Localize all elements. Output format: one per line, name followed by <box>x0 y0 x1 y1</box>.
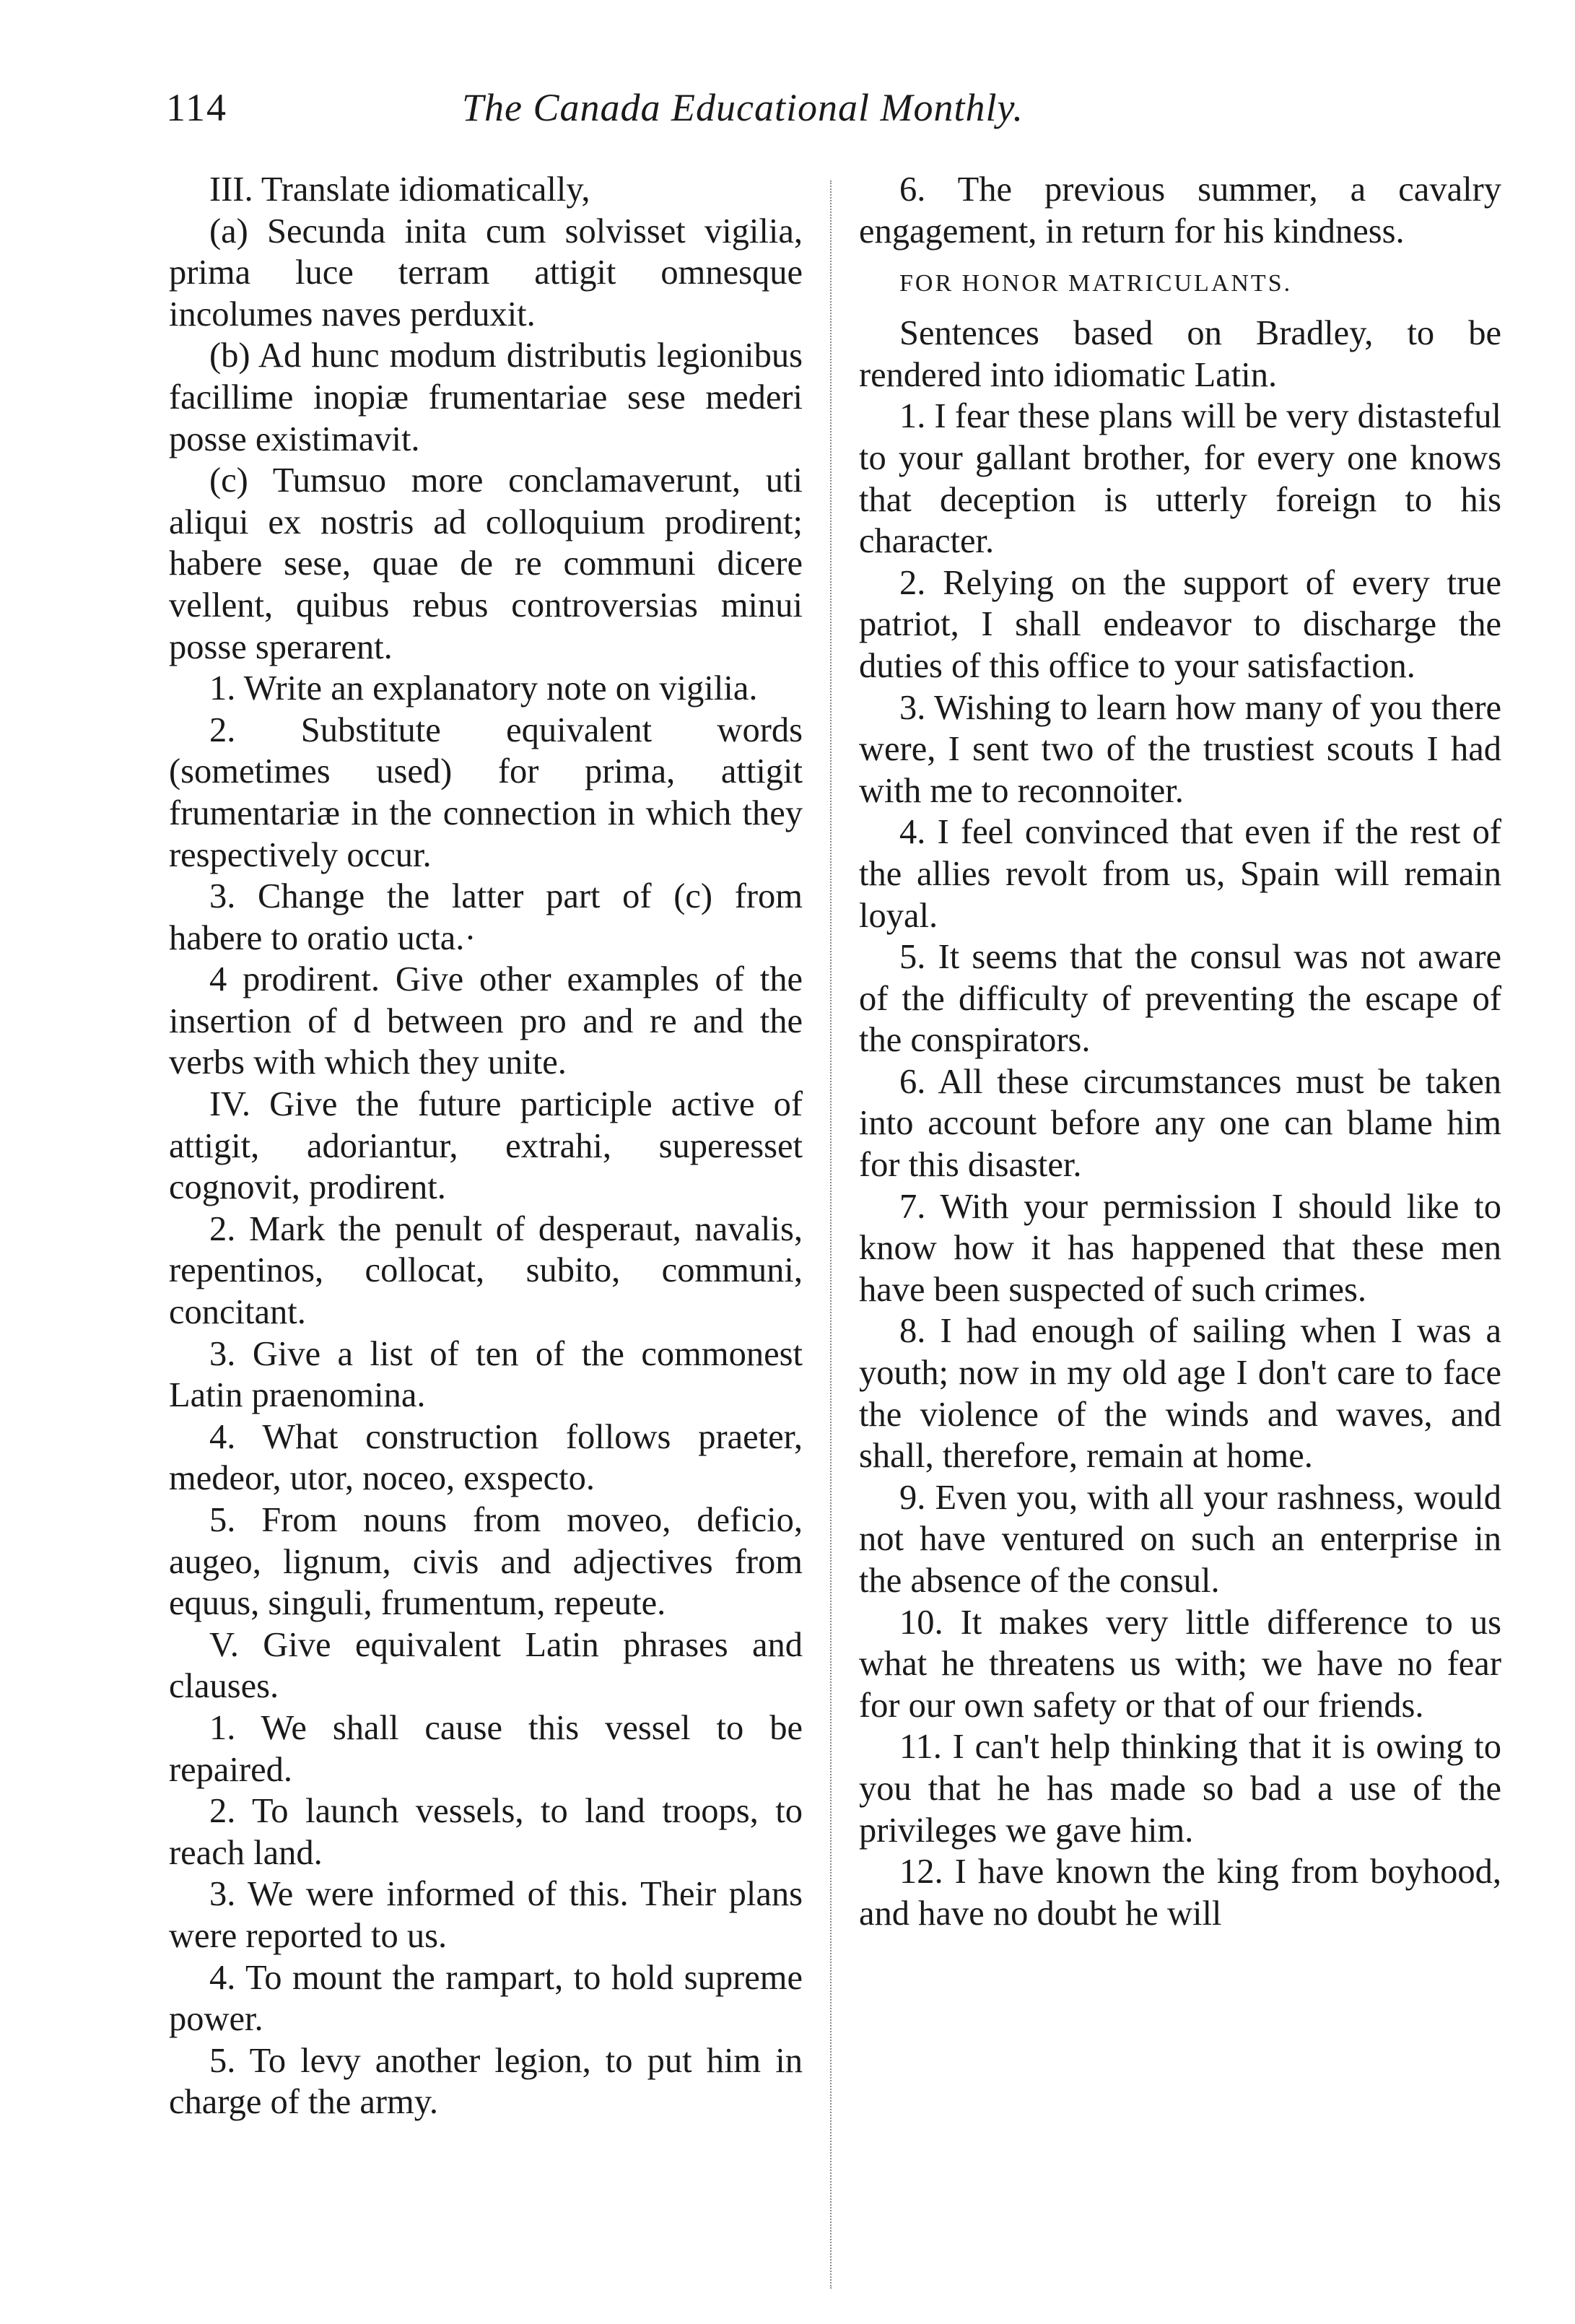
sentence-item: 10. It makes very little difference to us what he threatens us with; we have no fear for our own safety or that of our friends. <box>859 1603 1501 1725</box>
question-item: 3. Give a list of ten of the commonest Latin praenomina. <box>169 1334 803 1415</box>
running-header <box>159 79 1509 137</box>
sentence-item: 2. Relying on the support of every true patriot, I shall endeavor to discharge the duties of this office to your satisfaction. <box>859 563 1501 685</box>
section-heading-phrases: V. Give equivalent Latin phrases and clauses. <box>169 1625 803 1706</box>
section-heading-participle: IV. Give the future participle active of attigit, adoriantur, extrahi, superesset cognovit, prodirent. <box>169 1085 803 1207</box>
right-column <box>859 169 1501 1934</box>
sentence-item: 5. It seems that the consul was not aware of the difficulty of preventing the escape of the conspirators. <box>859 938 1501 1060</box>
sentence-item: 3. Wishing to learn how many of you there were, I sent two of the trustiest scouts I had with me to reconnoiter. <box>859 688 1501 810</box>
passage-a: (a) Secunda inita cum solvisset vigilia, prima luce terram attigit omnesque incolumes naves perduxit. <box>169 212 803 334</box>
column-divider <box>830 180 832 2289</box>
page-number: 114 <box>166 86 227 129</box>
passage-c: (c) Tumsuo more conclamaverunt, uti aliqui ex nostris ad colloquium prodirent; habere sese, quae de re communi dicere vellent, quibus rebus controversias minui posse sperarent. <box>169 461 803 666</box>
question-item: 2. Substitute equivalent words (sometimes used) for prima, attigit frumentariæ in the connection in which they respectively occur. <box>169 710 803 874</box>
question-item: 4. What construction follows praeter, medeor, utor, noceo, exspecto. <box>169 1417 803 1498</box>
passage-b: (b) Ad hunc modum distributis legionibus facillime inopiæ frumentariae sese mederi posse existimavit. <box>169 336 803 458</box>
question-item: 5. From nouns from moveo, deficio, augeo, lignum, civis and adjectives from equus, singuli, frumentum, repeute. <box>169 1501 803 1623</box>
page <box>159 79 1509 2289</box>
sentence-item: 1. I fear these plans will be very distasteful to your gallant brother, for every one knows that deception is utterly foreign to his character. <box>859 397 1501 561</box>
question-item: 3. Change the latter part of (c) from habere to oratio ucta.· <box>169 877 803 957</box>
section-heading-translate: III. Translate idiomatically, <box>209 170 590 209</box>
phrase-item: 2. To launch vessels, to land troops, to reach land. <box>169 1792 803 1872</box>
section-heading-honor: FOR HONOR MATRICULANTS. <box>899 270 1293 297</box>
sentence-item: 4. I feel convinced that even if the rest of the allies revolt from us, Spain will remain loyal. <box>859 813 1501 935</box>
sentence-item: 7. With your permission I should like to know how it has happened that these men have been suspected of such crimes. <box>859 1187 1501 1309</box>
section-intro: Sentences based on Bradley, to be rendered into idiomatic Latin. <box>859 314 1501 394</box>
question-item: 2. Mark the penult of desperaut, navalis, repentinos, collocat, subito, communi, concitant. <box>169 1209 803 1332</box>
phrase-item: 6. The previous summer, a cavalry engagement, in return for his kindness. <box>859 170 1501 251</box>
phrase-item: 1. We shall cause this vessel to be repaired. <box>169 1708 803 1789</box>
sentence-item: 9. Even you, with all your rashness, would not have ventured on such an enterprise in the absence of the consul. <box>859 1478 1501 1600</box>
sentence-item: 8. I had enough of sailing when I was a youth; now in my old age I don't care to face the violence of the winds and waves, and shall, therefore, remain at home. <box>859 1312 1501 1476</box>
question-item: 4 prodirent. Give other examples of the insertion of d between pro and re and the verbs with which they unite. <box>169 960 803 1082</box>
question-item: 1. Write an explanatory note on vigilia. <box>209 669 758 708</box>
phrase-item: 5. To levy another legion, to put him in charge of the army. <box>169 2041 803 2122</box>
sentence-item: 12. I have known the king from boyhood, and have no doubt he will <box>859 1853 1501 1933</box>
left-column <box>169 169 803 2123</box>
phrase-item: 3. We were informed of this. Their plans were reported to us. <box>169 1875 803 1955</box>
sentence-item: 6. All these circumstances must be taken into account before any one can blame him for this disaster. <box>859 1062 1501 1185</box>
journal-title: The Canada Educational Monthly. <box>462 86 1024 129</box>
phrase-item: 4. To mount the rampart, to hold supreme power. <box>169 1958 803 2039</box>
sentence-item: 11. I can't help thinking that it is owing to you that he has made so bad a use of the privileges we gave him. <box>859 1728 1501 1850</box>
